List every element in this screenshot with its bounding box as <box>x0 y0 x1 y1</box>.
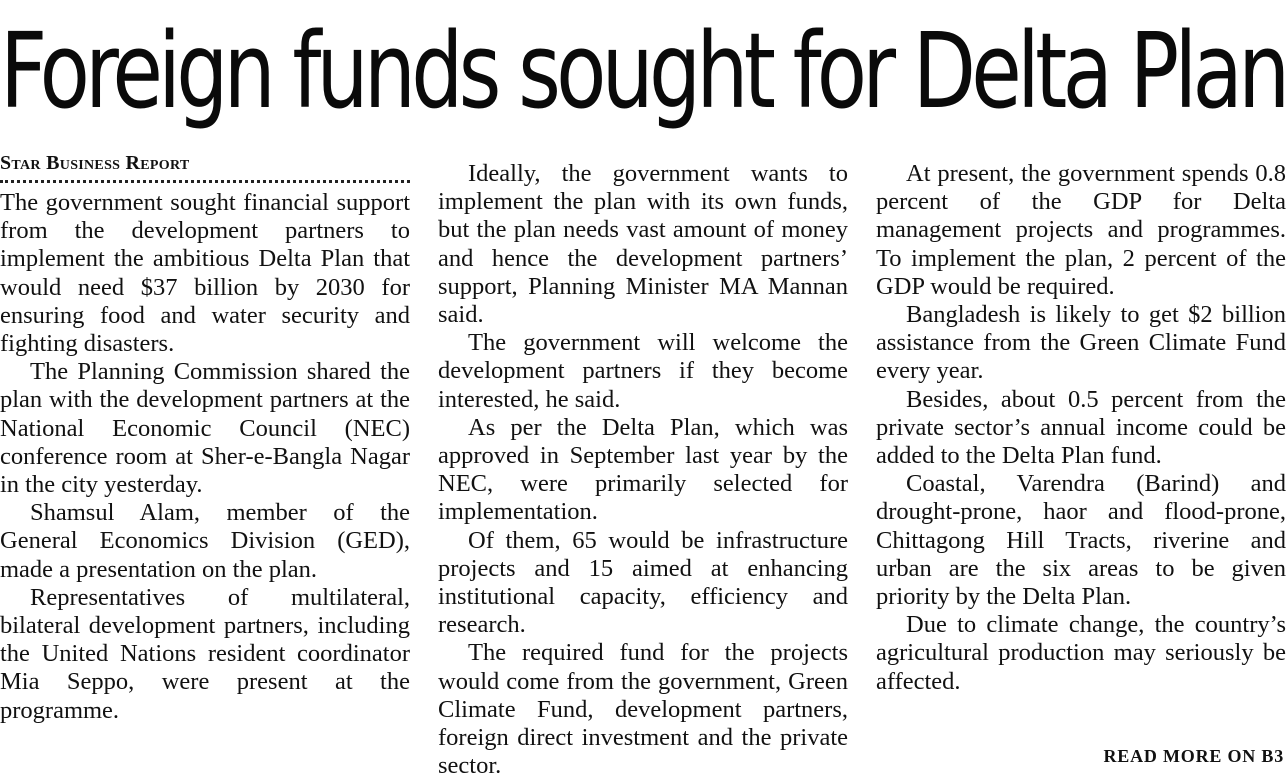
byline: Star Business Report <box>0 152 190 174</box>
paragraph: Coastal, Varendra (Barind) and drought-prone, haor and flood-prone, Chittagong Hill Tracts, riverine and urban are the six areas to be given priority by the Delta Plan. <box>876 470 1286 611</box>
paragraph: Ideally, the government wants to implement the plan with its own funds, but the plan needs vast amount of money and hence the development partners’ support, Planning Minister MA Mannan said. <box>438 160 848 329</box>
paragraph: The required fund for the projects would come from the government, Green Climate Fund, development partners, foreign direct investment and the private sector. <box>438 639 848 780</box>
paragraph: Besides, about 0.5 percent from the private sector’s annual income could be added to the Delta Plan fund. <box>876 385 1286 470</box>
paragraph: At present, the government spends 0.8 percent of the GDP for Delta management projects and programmes. To implement the plan, 2 percent of the GDP would be required. <box>876 160 1286 300</box>
article-column-2 <box>438 160 848 780</box>
paragraph: The government sought financial support from the development partners to implement the ambitious Delta Plan that would need $37 billion by 2030 for ensuring food and water security and fighting disasters. <box>0 189 410 358</box>
byline-divider <box>0 180 410 183</box>
paragraph: Of them, 65 would be infrastructure projects and 15 aimed at enhancing institutional capacity, efficiency and research. <box>438 526 848 639</box>
headline: Foreign funds sought for Delta Plan <box>0 10 1286 132</box>
paragraph: As per the Delta Plan, which was approved in September last year by the NEC, were primarily selected for implementation. <box>438 413 848 526</box>
article-body <box>0 150 1286 780</box>
paragraph: Bangladesh is likely to get $2 billion assistance from the Green Climate Fund every year. <box>876 301 1286 385</box>
paragraph: Representatives of multilateral, bilateral development partners, including the United Nations resident coordinator Mia Seppo, were present at the programme. <box>0 583 410 724</box>
paragraph: The government will welcome the development partners if they become interested, he said. <box>438 329 848 413</box>
article-column-1 <box>0 150 410 725</box>
read-more-link[interactable]: READ MORE ON B3 <box>1103 746 1284 766</box>
paragraph: The Planning Commission shared the plan with the development partners at the National Economic Council (NEC) conference room at Sher-e-Bangla Nagar in the city yesterday. <box>0 358 410 499</box>
article-column-3 <box>876 160 1286 696</box>
paragraph: Shamsul Alam, member of the General Economics Division (GED), made a presentation on the plan. <box>0 499 410 583</box>
paragraph: Due to climate change, the country’s agricultural production may seriously be affected. <box>876 611 1286 695</box>
